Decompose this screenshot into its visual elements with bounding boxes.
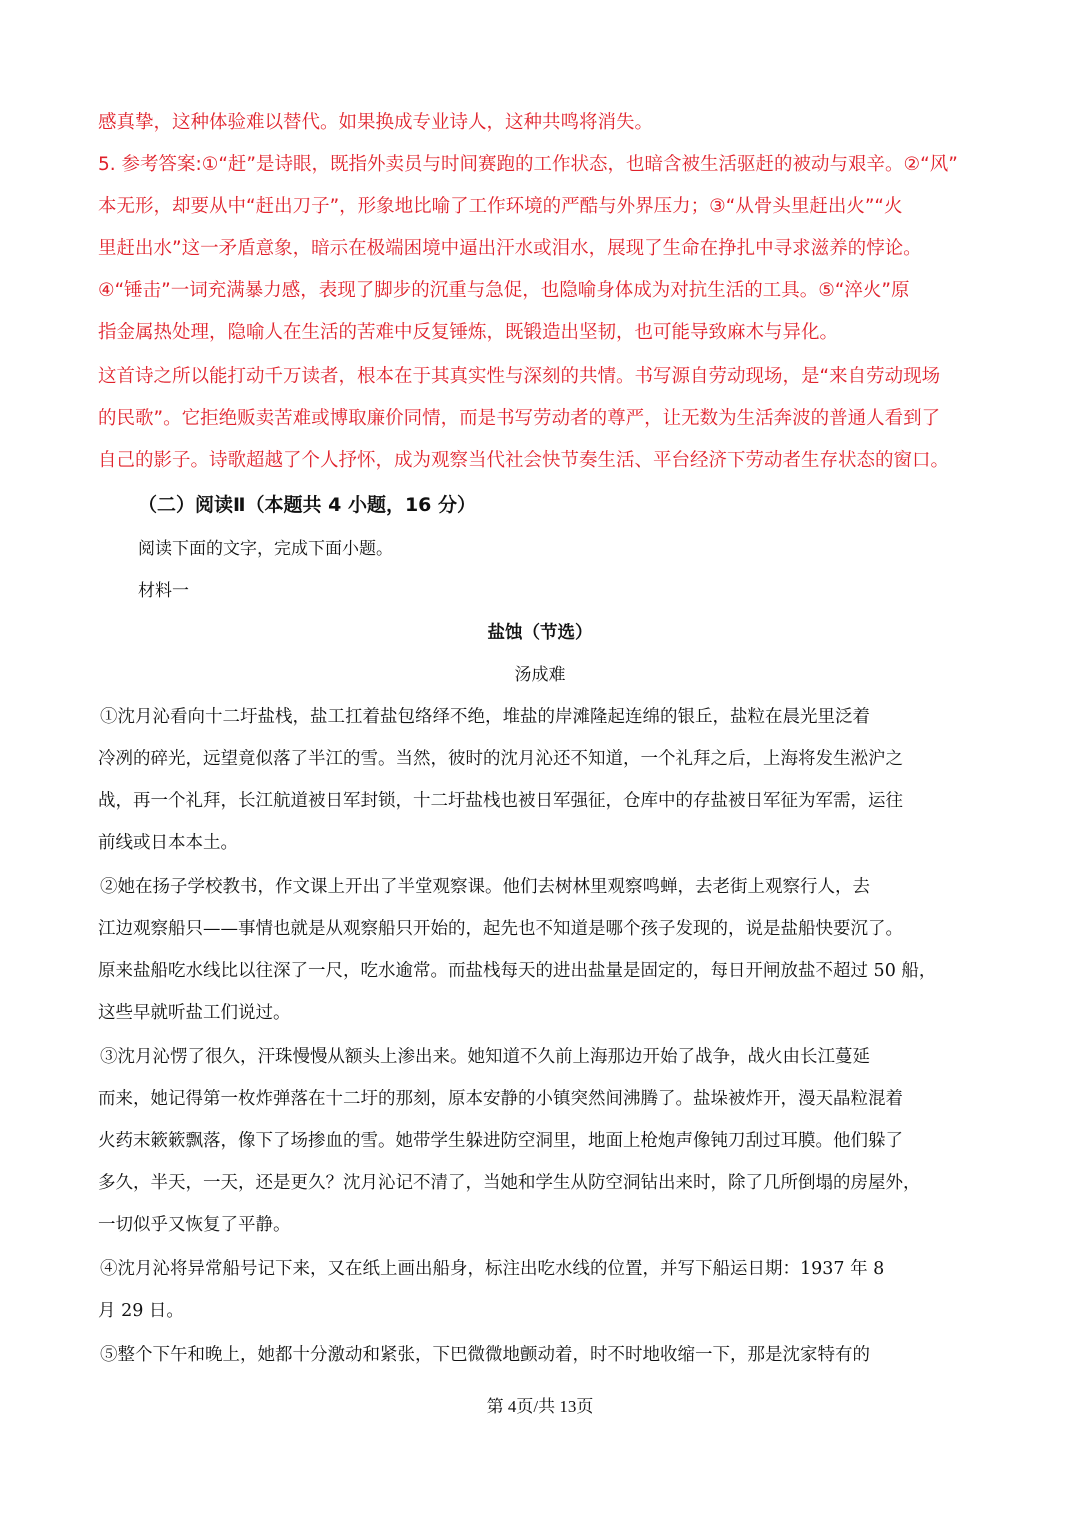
article-line: 多久，半天，一天，还是更久？沈月沁记不清了，当她和学生从防空洞钻出来时，除了几所倒塌的房屋外，	[98, 1173, 921, 1193]
answer-line: 感真挚，这种体验难以替代。如果换成专业诗人，这种共鸣将消失。	[98, 112, 654, 133]
page-number: 第 4页/共 13页	[486, 1397, 594, 1416]
article-line: 这些早就听盐工们说过。	[98, 1003, 291, 1023]
section-heading: （二）阅读Ⅱ（本题共 4 小题，16 分）	[138, 494, 477, 516]
article-line: 月 29 日。	[98, 1301, 184, 1321]
answer-line: 这首诗之所以能打动千万读者，根本在于其真实性与深刻的共情。书写源自劳动现场，是“来自劳动现场	[98, 366, 941, 387]
answer-line: 里赶出水”这一矛盾意象，暗示在极端困境中逼出汗水或泪水，展现了生命在挣扎中寻求滋养的悖论。	[98, 238, 922, 259]
article-line: ③沈月沁愣了很久，汗珠慢慢从额头上渗出来。她知道不久前上海那边开始了战争，战火由长江蔓延	[100, 1047, 870, 1067]
answer-line: 本无形，却要从中“赶出刀子”，形象地比喻了工作环境的严酷与外界压力；③“从骨头里赶出火”“火	[98, 196, 903, 217]
answer-line: 的民歌”。它拒绝贩卖苦难或博取廉价同情，而是书写劳动者的尊严，让无数为生活奔波的普通人看到了	[98, 408, 941, 429]
article-line: ①沈月沁看向十二圩盐栈，盐工扛着盐包络绎不绝，堆盐的岸滩隆起连绵的银丘，盐粒在晨光里泛着	[100, 707, 870, 727]
article-line: ②她在扬子学校教书，作文课上开出了半堂观察课。他们去树林里观察鸣蝉，去老街上观察行人，去	[100, 877, 870, 897]
article-title: 盐蚀（节选）	[487, 623, 593, 643]
article-line: 前线或日本本土。	[98, 833, 238, 853]
article-line: 冷冽的碎光，远望竟似落了半江的雪。当然，彼时的沈月沁还不知道，一个礼拜之后，上海将发生淞沪之	[98, 749, 903, 769]
article-line: 战，再一个礼拜，长江航道被日军封锁，十二圩盐栈也被日军强征，仓库中的存盐被日军征为军需，运往	[98, 791, 903, 811]
answer-line: 自己的影子。诗歌超越了个人抒怀，成为观察当代社会快节奏生活、平台经济下劳动者生存状态的窗口。	[98, 450, 950, 471]
article-author: 汤成难	[514, 665, 566, 685]
article-line: 一切似乎又恢复了平静。	[98, 1215, 291, 1235]
article-line: ④沈月沁将异常船号记下来，又在纸上画出船身，标注出吃水线的位置，并写下船运日期：1937 年 8	[100, 1259, 885, 1279]
article-line: 原来盐船吃水线比以往深了一尺，吃水逾常。而盐栈每天的进出盐量是固定的，每日开闸放盐不超过 50 船，	[98, 961, 937, 981]
article-line: 而来，她记得第一枚炸弹落在十二圩的那刻，原本安静的小镇突然间沸腾了。盐垛被炸开，漫天晶粒混着	[98, 1089, 903, 1109]
answer-line: ④“锤击”一词充满暴力感，表现了脚步的沉重与急促，也隐喻身体成为对抗生活的工具。⑤“淬火”原	[98, 280, 910, 301]
article-line: ⑤整个下午和晚上，她都十分激动和紧张，下巴微微地颤动着，时不时地收缩一下，那是沈家特有的	[100, 1345, 870, 1365]
section-instruction: 阅读下面的文字，完成下面小题。	[138, 539, 393, 559]
answer-line: 5. 参考答案:①“赶”是诗眼，既指外卖员与时间赛跑的工作状态，也暗含被生活驱赶的被动与艰辛。②“风”	[98, 154, 958, 175]
article-line: 火药末簌簌飘落，像下了场掺血的雪。她带学生躲进防空洞里，地面上枪炮声像钝刀刮过耳膜。他们躲了	[98, 1131, 903, 1151]
article-line: 江边观察船只——事情也就是从观察船只开始的，起先也不知道是哪个孩子发现的，说是盐船快要沉了。	[98, 919, 903, 939]
answer-line: 指金属热处理，隐喻人在生活的苦难中反复锤炼，既锻造出坚韧，也可能导致麻木与异化。	[98, 322, 839, 343]
material-label: 材料一	[138, 581, 189, 601]
